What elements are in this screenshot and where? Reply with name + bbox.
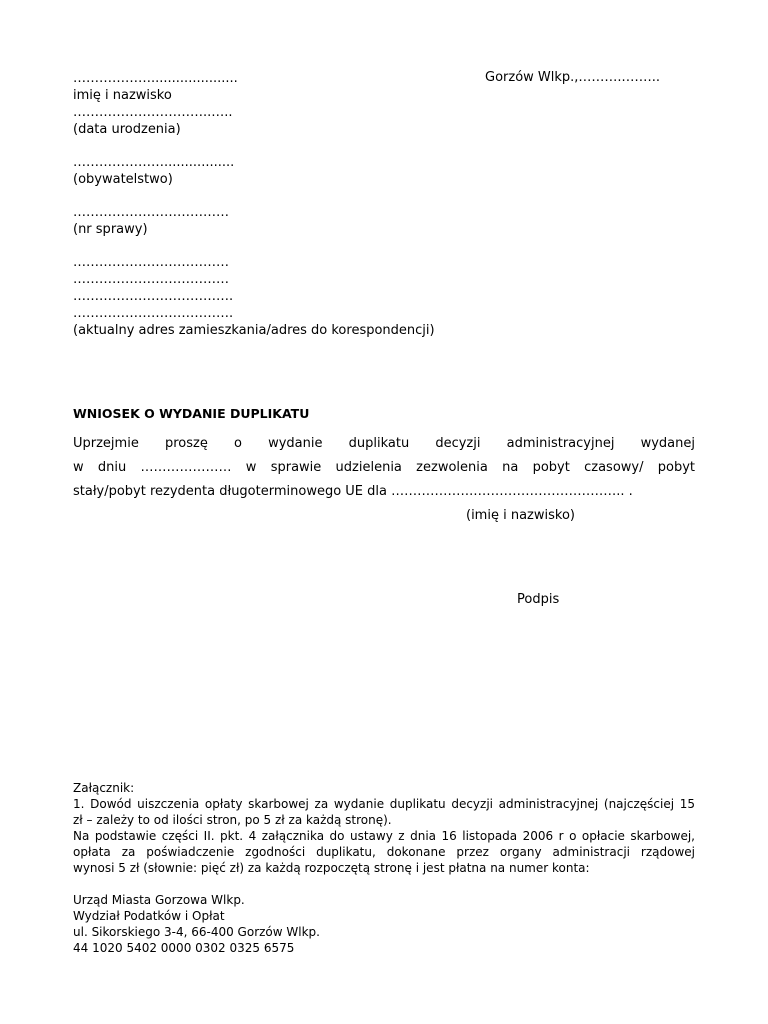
name-label: imię i nazwisko: [73, 88, 172, 103]
address-dots-3: ……………………………….: [73, 289, 234, 304]
signature-label: Podpis: [517, 592, 560, 607]
office-address: ul. Sikorskiego 3-4, 66-400 Gorzów Wlkp.: [73, 925, 320, 939]
law-line-3: wynosi 5 zł (słownie: pięć zł) za każdą rozpoczętą stronę i jest płatna na numer konta:: [73, 861, 590, 875]
attachment-heading: Załącznik:: [73, 781, 135, 795]
header-row: [73, 70, 695, 87]
bank-account: 44 1020 5402 0000 0302 0325 6575: [73, 941, 295, 955]
citizenship-dots: ………………….................: [73, 155, 235, 170]
address-label: (aktualny adres zamieszkania/adres do korespondencji): [73, 323, 435, 338]
attachment-item-1-line-2: zł – zależy to od ilości stron, po 5 zł za każdą stronę).: [73, 813, 392, 827]
document-title: WNIOSEK O WYDANIE DUPLIKATU: [73, 406, 310, 421]
name-caption: (imię i nazwisko): [466, 508, 575, 523]
name-dots: ……………….....................: [73, 71, 238, 86]
case-label: (nr sprawy): [73, 222, 148, 237]
case-dots: ………………………………: [73, 205, 229, 220]
law-line-1: Na podstawie części II. pkt. 4 załącznika do ustawy z dnia 16 listopada 2006 r o opłacie skarbowej,: [73, 829, 695, 843]
document-page: [73, 70, 695, 608]
birth-dots: …………………………..…..: [73, 105, 233, 120]
address-dots-1: ………………………………: [73, 255, 229, 270]
address-dots-4: ……………………………….: [73, 306, 234, 321]
request-line-3: stały/pobyt rezydenta długoterminowego UE dla ……………….…………………………….. .: [73, 484, 633, 499]
attachment-section: [73, 780, 695, 956]
place-date-field: Gorzów Wlkp.,………..……..: [485, 70, 660, 85]
citizenship-label: (obywatelstwo): [73, 172, 173, 187]
law-line-2: opłata za poświadczenie zgodności duplikatu, dokonane przez organy administracji rządowej: [73, 845, 695, 859]
request-line-1: Uprzejmie proszę o wydanie duplikatu decyzji administracyjnej wydanej: [73, 436, 695, 451]
department-name: Wydział Podatków i Opłat: [73, 909, 225, 923]
request-paragraph: [73, 432, 695, 504]
birth-label: (data urodzenia): [73, 122, 181, 137]
attachment-item-1-line-1: 1. Dowód uiszczenia opłaty skarbowej za wydanie duplikatu decyzji administracyjnej (najczęściej 15: [73, 797, 695, 811]
address-dots-2: ………………………………: [73, 272, 229, 287]
request-line-2: w dniu ………………… w sprawie udzielenia zezwolenia na pobyt czasowy/ pobyt: [73, 460, 695, 475]
office-name: Urząd Miasta Gorzowa Wlkp.: [73, 893, 245, 907]
